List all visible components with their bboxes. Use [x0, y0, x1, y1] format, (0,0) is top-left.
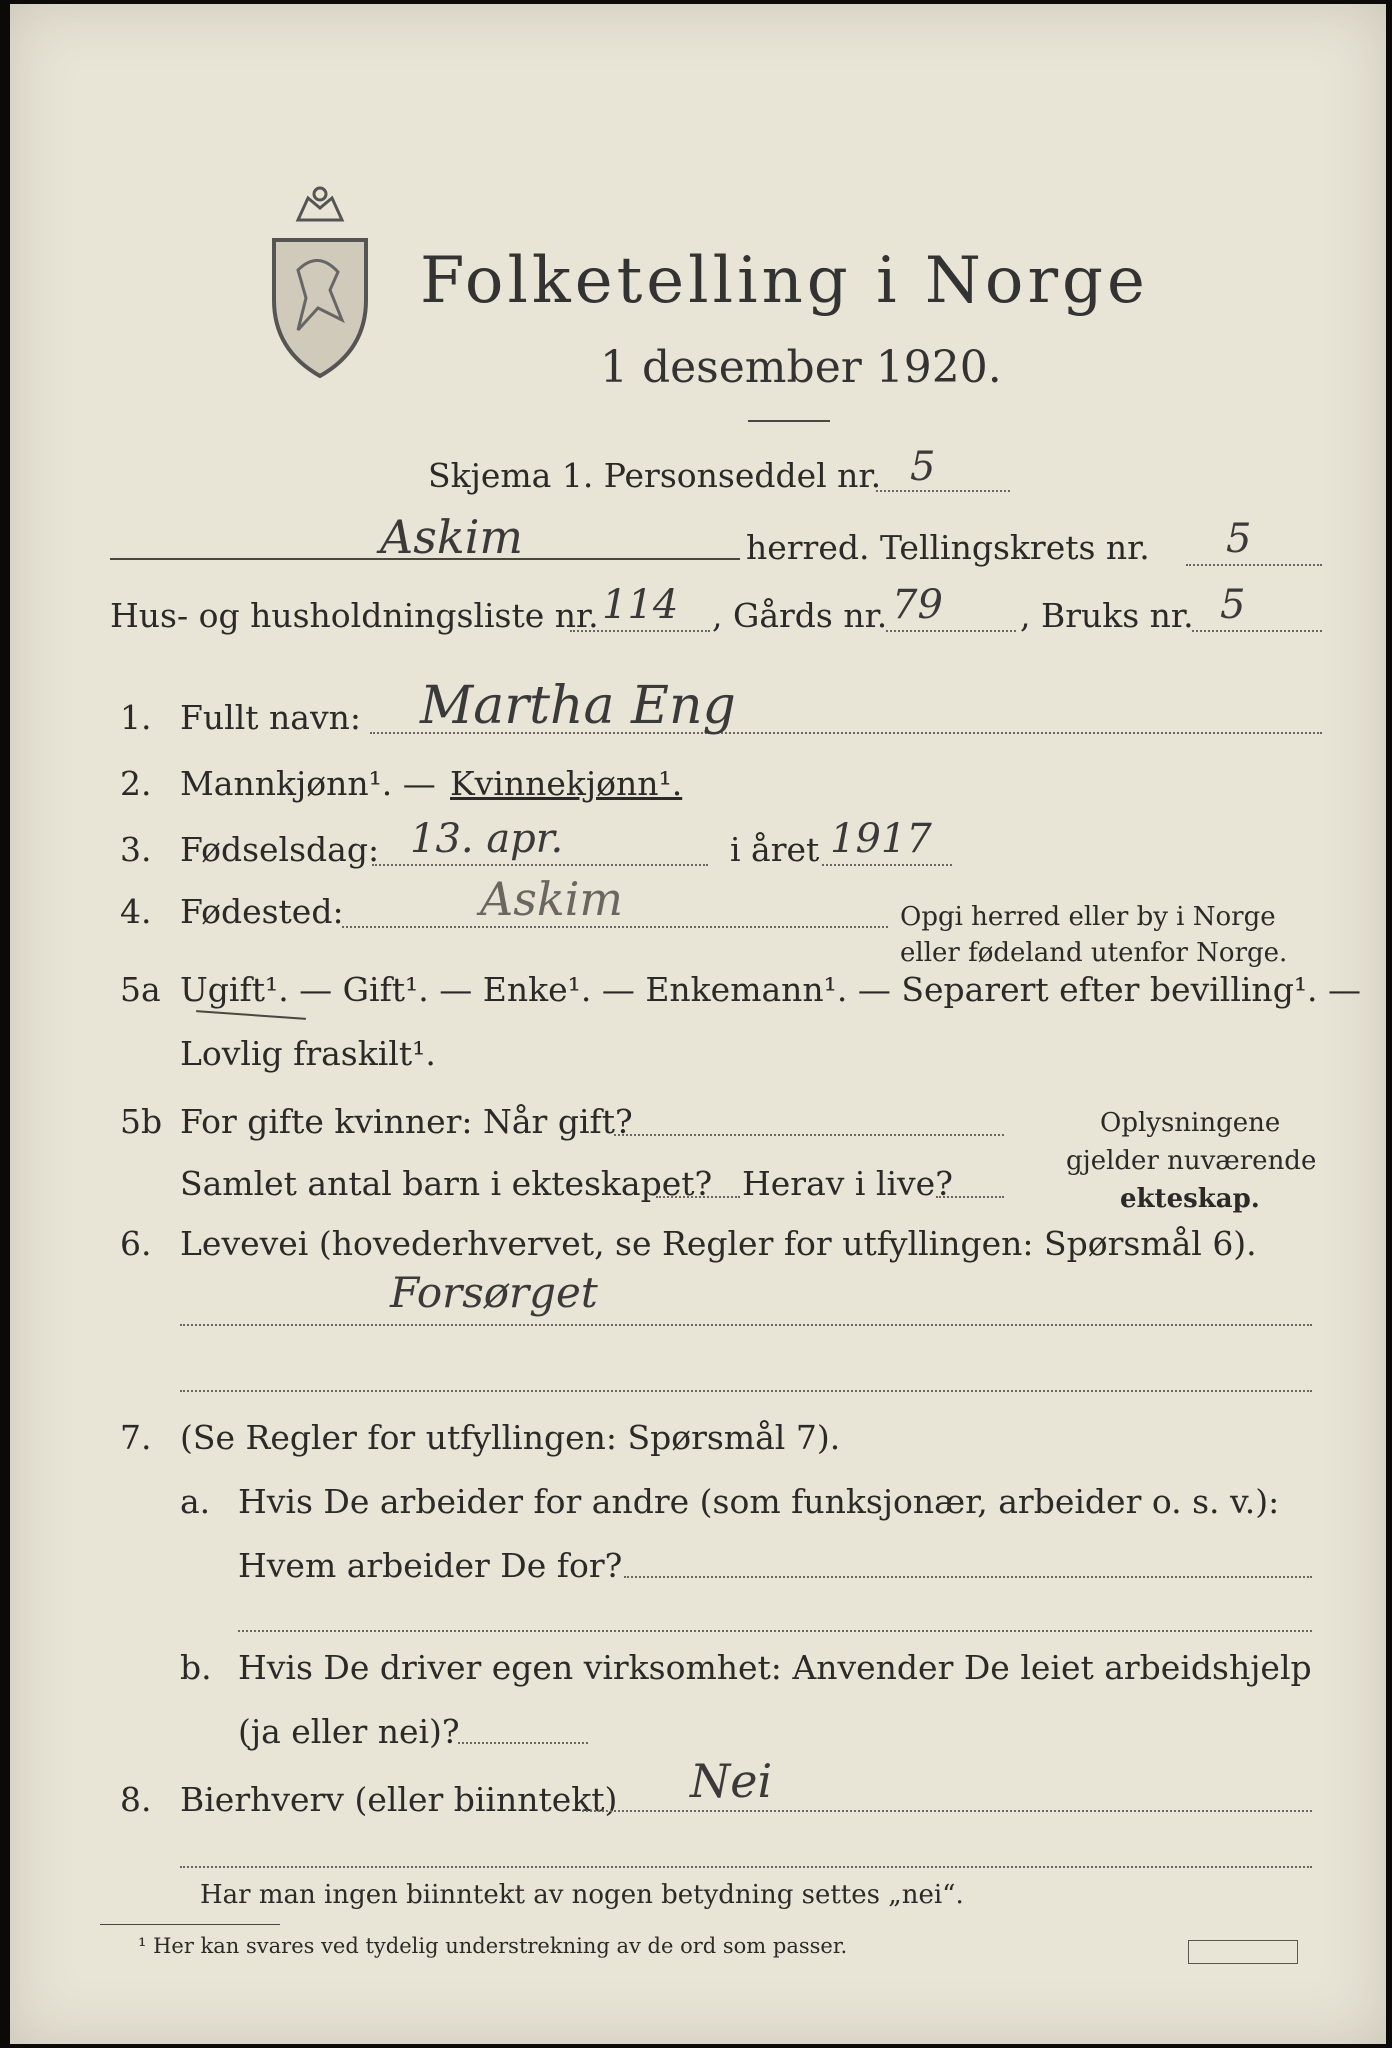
q5b-label-1: For gifte kvinner: Når gift?	[180, 1102, 633, 1141]
q6-label: Levevei (hovederhvervet, se Regler for utfyllingen: Spørsmål 6).	[180, 1224, 1257, 1263]
q7a-field-1	[624, 1576, 1312, 1578]
gards-label: , Gårds nr.	[712, 596, 888, 635]
q5b-note-2: gjelder nuværende	[1066, 1146, 1317, 1176]
tellingskrets-value: 5	[1226, 516, 1252, 562]
q3-date-value: 13. apr.	[410, 816, 564, 862]
q3-number: 3.	[120, 830, 152, 869]
q5a-number: 5a	[120, 970, 161, 1009]
title-divider	[748, 420, 830, 422]
q8-label: Bierhverv (eller biinntekt)	[180, 1780, 618, 1819]
q4-note-2: eller fødeland utenfor Norge.	[900, 938, 1288, 968]
q4-value: Askim	[480, 872, 624, 926]
q5b-label-3: Herav i live?	[742, 1164, 953, 1203]
census-form	[10, 4, 1386, 2044]
q3-date-field	[372, 864, 708, 866]
q4-note-1: Opgi herred eller by i Norge	[900, 902, 1276, 932]
q3-year-field	[822, 864, 952, 866]
q6-value: Forsørget	[390, 1268, 598, 1317]
q2-label-female: Kvinnekjønn¹.	[450, 764, 683, 803]
q8-field-2	[180, 1866, 1312, 1868]
q5b-note-3: ekteskap.	[1120, 1184, 1260, 1214]
q7a-label-1: Hvis De arbeider for andre (som funksjonær, arbeider o. s. v.):	[238, 1482, 1280, 1521]
q7a-label-2: Hvem arbeider De for?	[238, 1546, 623, 1585]
q6-number: 6.	[120, 1224, 152, 1263]
herred-label: herred. Tellingskrets nr.	[746, 528, 1150, 567]
q8-value: Nei	[690, 1754, 773, 1808]
form-title: Folketelling i Norge	[420, 244, 1149, 318]
footer-note: Har man ingen biinntekt av nogen betydning settes „nei“.	[200, 1880, 964, 1910]
gards-field	[886, 630, 1016, 632]
person-number-field	[876, 490, 1010, 492]
form-date: 1 desember 1920.	[600, 342, 1002, 393]
coat-of-arms-icon	[268, 180, 372, 380]
q7b-label-1: Hvis De driver egen virksomhet: Anvender De leiet arbeidshjelp	[238, 1648, 1312, 1687]
q7-number: 7.	[120, 1418, 152, 1457]
husholdningsliste-label: Hus- og husholdningsliste nr.	[110, 596, 599, 635]
q3-year-value: 1917	[830, 816, 932, 862]
husholdningsliste-field	[570, 630, 710, 632]
herred-value: Askim	[380, 510, 524, 564]
q5a-strike	[196, 1010, 306, 1020]
q1-label: Fullt navn:	[180, 698, 361, 737]
q5b-note-1: Oplysningene	[1100, 1108, 1281, 1138]
q3-year-label: i året	[730, 830, 820, 869]
q4-field	[342, 926, 888, 928]
tellingskrets-field	[1186, 564, 1322, 566]
q4-number: 4.	[120, 892, 152, 931]
q2-label-male: Mannkjønn¹. —	[180, 764, 436, 803]
q5b-field-1	[614, 1134, 1004, 1136]
q6-field-2	[180, 1390, 1312, 1392]
q4-label: Fødested:	[180, 892, 344, 931]
person-number-value: 5	[910, 444, 936, 490]
husholdningsliste-value: 114	[602, 582, 679, 628]
q7b-label-2: (ja eller nei)?	[238, 1712, 460, 1751]
q7-label: (Se Regler for utfyllingen: Spørsmål 7).	[180, 1418, 841, 1457]
gards-value: 79	[892, 582, 943, 628]
q8-number: 8.	[120, 1780, 152, 1819]
footnote-divider	[100, 1924, 280, 1925]
q5b-label-2: Samlet antal barn i ekteskapet?	[180, 1164, 713, 1203]
bruks-value: 5	[1220, 582, 1246, 628]
q7a-field-2	[238, 1630, 1312, 1632]
q5b-field-3	[936, 1196, 1004, 1198]
q1-number: 1.	[120, 698, 152, 737]
q1-value: Martha Eng	[420, 676, 736, 736]
schema-label: Skjema 1. Personseddel nr.	[428, 456, 882, 495]
q3-label: Fødselsdag:	[180, 830, 380, 869]
q2-number: 2.	[120, 764, 152, 803]
q6-field-1	[180, 1324, 1312, 1326]
q5b-field-2	[656, 1196, 740, 1198]
q7b-letter: b.	[180, 1648, 212, 1687]
q5b-number: 5b	[120, 1102, 163, 1141]
q8-field-1	[582, 1810, 1312, 1812]
q5a-options-2: Lovlig fraskilt¹.	[180, 1034, 436, 1073]
q5a-options: Ugift¹. — Gift¹. — Enke¹. — Enkemann¹. — Separert efter bevilling¹. —	[180, 970, 1362, 1009]
q7a-letter: a.	[180, 1482, 211, 1521]
footnote: ¹ Her kan svares ved tydelig understrekning av de ord som passer.	[138, 1934, 848, 1958]
printer-stamp	[1188, 1940, 1298, 1964]
q7b-field	[458, 1742, 588, 1744]
bruks-field	[1192, 630, 1322, 632]
bruks-label: , Bruks nr.	[1020, 596, 1194, 635]
